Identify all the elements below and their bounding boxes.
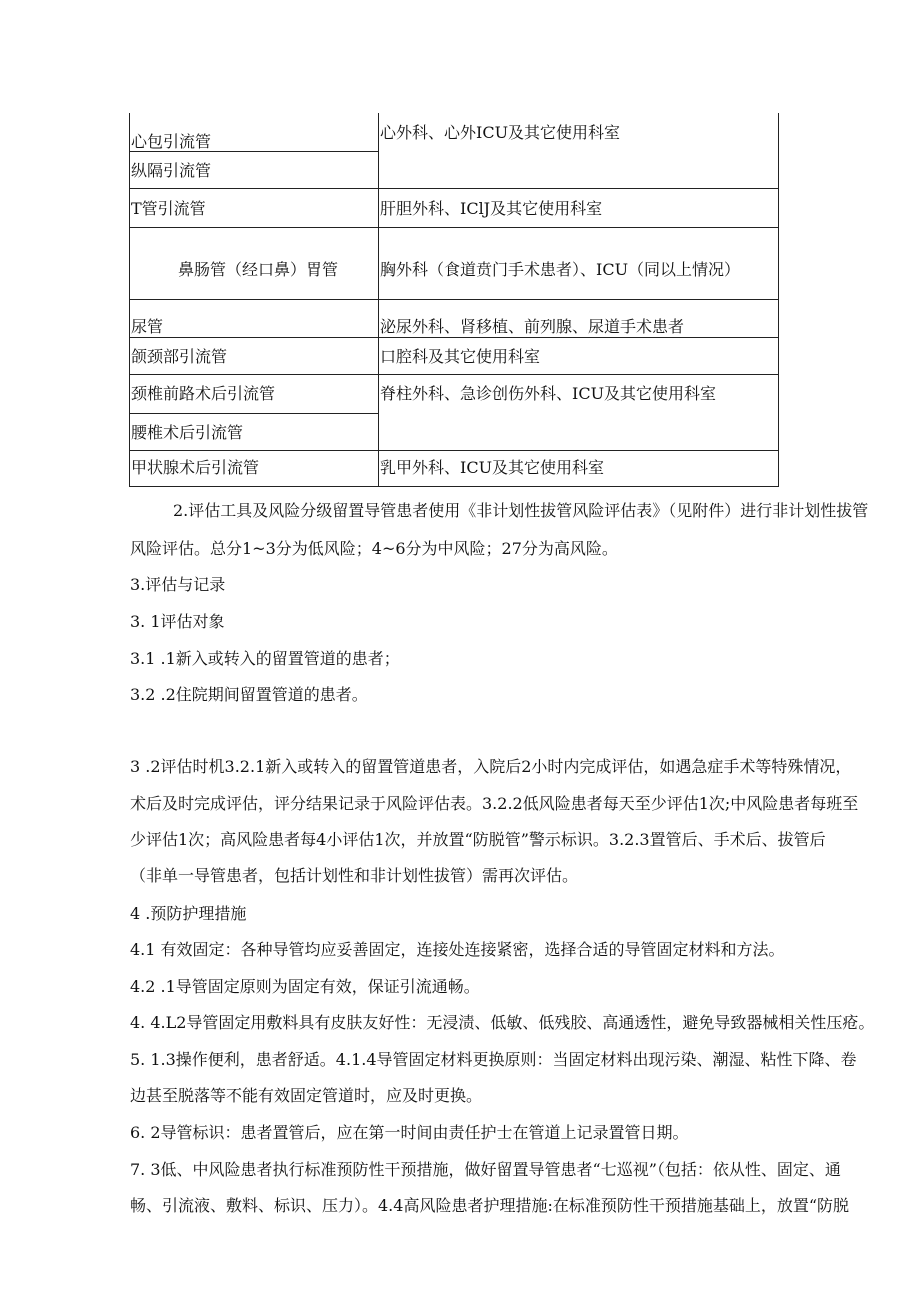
table-cell-catheter: 甲状腺术后引流管 [131,458,260,477]
paragraph-line: 2.评估工具及风险分级留置导管患者使用《非计划性拔管风险评估表》（见附件）进行非计划性拔管 [173,501,869,520]
table-cell-department: 心外科、心外ICU及其它使用科室 [380,123,621,142]
paragraph-line: 3.1 .1新入或转入的留置管道的患者； [130,649,400,668]
table-border-bottom [129,486,779,487]
paragraph-line: 3.2 .2住院期间留置管道的患者。 [130,685,368,704]
table-cell-catheter: T管引流管 [131,199,206,218]
table-rule [129,227,779,228]
table-cell-department: 肝胆外科、IClJ及其它使用科室 [380,199,603,218]
catheter-department-table [129,113,779,487]
table-cell-catheter: 心包引流管 [131,132,212,151]
table-rule [129,337,779,338]
paragraph-line: 6. 2导管标识：患者置管后，应在第一时间由责任护士在管道上记录置管日期。 [130,1123,689,1142]
table-border-left [129,113,130,487]
table-rule [129,188,779,189]
paragraph-line: 畅、引流液、敷料、标识、压力）。4.4高风险患者护理措施:在标准预防性干预措施基础上，放置“防脱 [130,1196,850,1215]
table-rule [129,299,779,300]
table-cell-department: 泌尿外科、肾移植、前列腺、尿道手术患者 [380,317,685,336]
table-cell-catheter: 颌颈部引流管 [131,347,228,366]
section-heading: 4 .预防护理措施 [130,904,247,923]
table-border-right [778,113,779,487]
table-cell-catheter: 腰椎术后引流管 [131,423,244,442]
paragraph-line: 4.1 有效固定：各种导管均应妥善固定，连接处连接紧密，选择合适的导管固定材料和方法。 [130,940,785,959]
table-cell-department: 口腔科及其它使用科室 [380,347,541,366]
table-rule [129,374,779,375]
table-cell-department: 脊柱外科、急诊创伤外科、ICU及其它使用科室 [380,384,717,403]
paragraph-line: 5. 1.3操作便利，患者舒适。4.1.4导管固定材料更换原则：当固定材料出现污染、潮湿、粘性下降、卷 [130,1050,857,1069]
paragraph-line: 4.2 .1导管固定原则为固定有效，保证引流通畅。 [130,977,480,996]
paragraph-line: 术后及时完成评估，评分结果记录于风险评估表。3.2.2低风险患者每天至少评估1次;中风险患者每班至 [130,794,859,813]
paragraph-line: 3 .2评估时机3.2.1新入或转入的留置管道患者，入院后2小时内完成评估，如遇急症手术等特殊情况， [130,757,852,776]
table-cell-catheter: 尿管 [131,317,164,336]
table-rule [129,413,379,414]
paragraph-line: 少评估1次；高风险患者每4小评估1次，并放置“防脱管”警示标识。3.2.3置管后、手术后、拔管后 [130,830,826,849]
paragraph-line: （非单一导管患者，包括计划性和非计划性拔管）需再次评估。 [130,866,579,885]
table-cell-catheter: 纵隔引流管 [131,161,212,180]
table-rule [129,450,779,451]
paragraph-line: 风险评估。总分1~3分为低风险；4~6分为中风险；27分为高风险。 [130,539,618,558]
section-heading: 3.评估与记录 [130,575,226,594]
paragraph-line: 边甚至脱落等不能有效固定管道时，应及时更换。 [130,1086,483,1105]
table-cell-catheter: 颈椎前路术后引流管 [131,384,276,403]
paragraph-line: 4. 4.L2导管固定用敷料具有皮肤友好性：无浸渍、低敏、低残胶、高通透性，避免导致器械相关性压疮。 [130,1013,875,1032]
section-heading: 3. 1评估对象 [130,612,225,631]
table-cell-department: 乳甲外科、ICU及其它使用科室 [380,458,605,477]
table-cell-catheter: 鼻肠管（经口鼻）胃管 [178,260,339,279]
table-border-middle [378,113,379,487]
paragraph-line: 7. 3低、中风险患者执行标准预防性干预措施，做好留置导管患者“七巡视”（包括：依从性、固定、通 [130,1160,841,1179]
table-cell-department: 胸外科（食道贲门手术患者）、ICU（同以上情况） [380,260,741,279]
